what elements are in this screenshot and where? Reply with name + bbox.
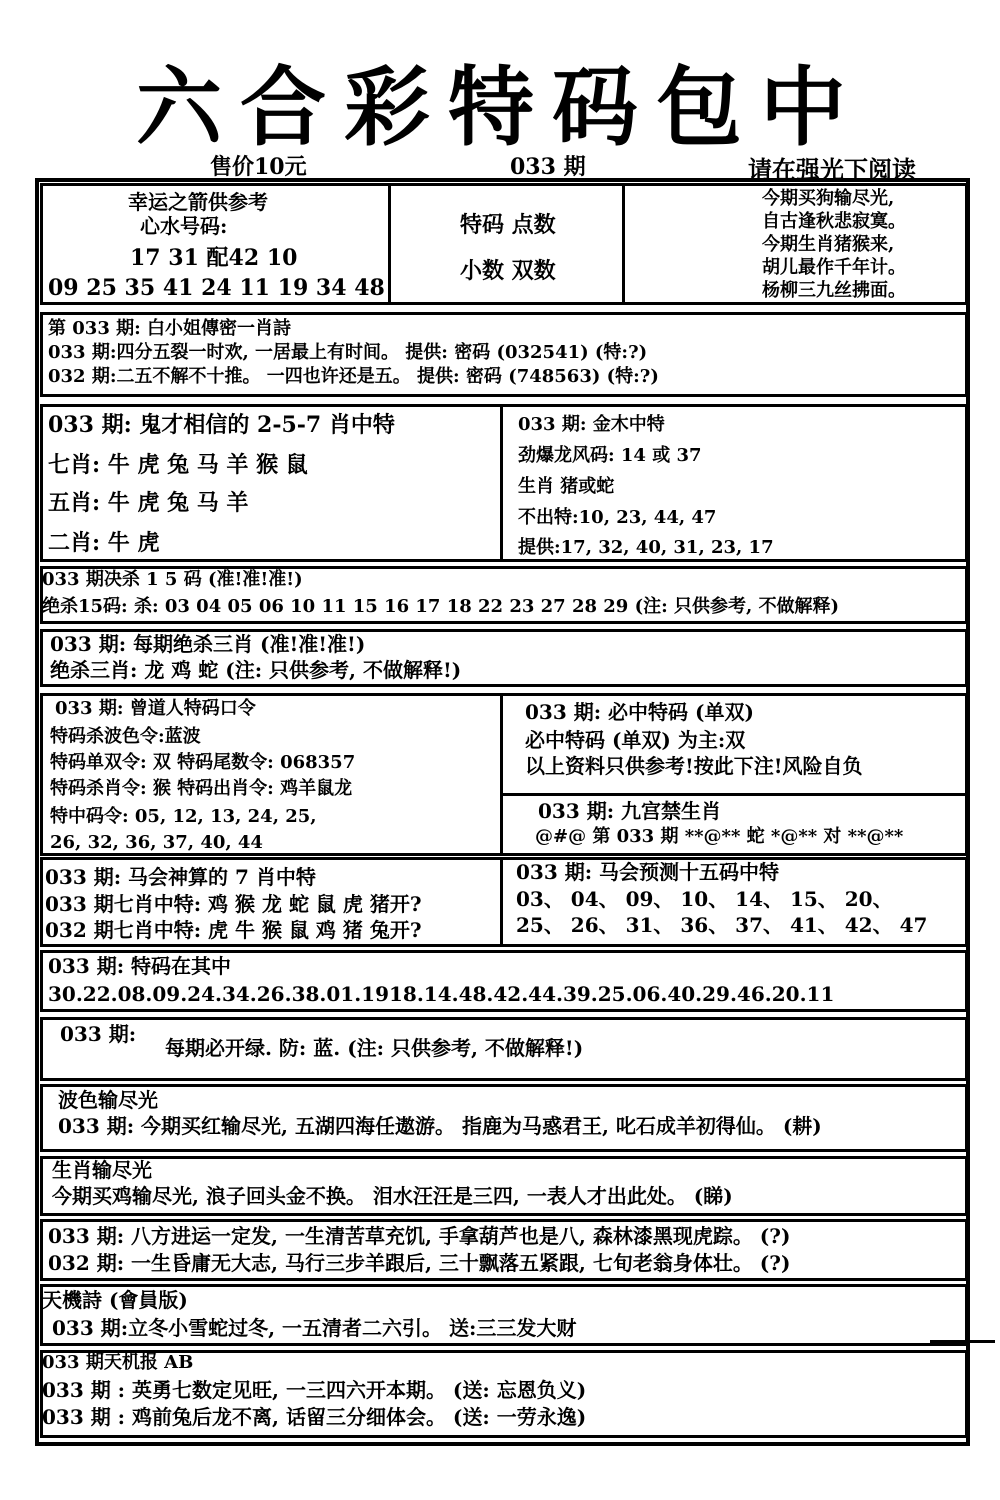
lucky-numbers: 17 31 配42 10 — [130, 245, 298, 271]
poem-line: 032 期:二五不解不十推。 一四也许还是五。 提供: 密码 (748563) (特:?) — [48, 366, 659, 387]
seven-zodiac-032: 032 期七肖中特: 虎 牛 猴 鼠 鸡 猪 兔开? — [45, 918, 422, 942]
poem-line: 033 期: 八方进运一定发, 一生清苦草充饥, 手拿葫芦也是八, 森林漆黑现虎踪。 (?) — [48, 1224, 791, 1248]
section-heading: 033 期: 特码在其中 — [48, 954, 232, 978]
poem-line: 033 期 : 英勇七数定见旺, 一三四六开本期。 (送: 忘恩负义) — [42, 1378, 587, 1402]
section-heading: 033 期: — [60, 1022, 137, 1046]
section-heading: 033 期: 必中特码 (单双) — [525, 700, 754, 724]
provided-numbers: 提供:17, 32, 40, 31, 23, 17 — [518, 537, 774, 558]
section-heading: 033 期: 每期绝杀三肖 (准!准!准!) — [50, 632, 366, 656]
poem-line: 033 期:四分五裂一时欢, 一居最上有时间。 提供: 密码 (032541) (特:?) — [48, 342, 648, 363]
lucky-heading: 幸运之箭供参考 — [128, 190, 268, 214]
edge-mark — [930, 1340, 995, 1343]
section-heading: 第 033 期: 白小姐傳密一肖詩 — [48, 318, 292, 339]
command-line: 特中码令: 05, 12, 13, 24, 25, — [50, 806, 317, 827]
hot-numbers: 劲爆龙风码: 14 或 37 — [518, 445, 702, 466]
issue-label: 033 期 — [510, 154, 586, 180]
kill-zodiac: 绝杀三肖: 龙 鸡 蛇 (注: 只供参考, 不做解释!) — [50, 658, 462, 682]
divider — [388, 186, 391, 302]
poem-line: 今期买鸡输尽光, 浪子回头金不换。 泪水汪汪是三四, 一表人才出此处。 (睇) — [52, 1184, 733, 1208]
lucky-numbers-row: 09 25 35 41 24 11 19 34 48 — [48, 275, 385, 301]
poem-line: 胡儿最作千年计。 — [762, 257, 906, 278]
poem-line: 033 期 : 鸡前兔后龙不离, 话留三分细体会。 (送: 一劳永逸) — [42, 1405, 587, 1429]
command-line: 特码单双令: 双 特码尾数令: 068357 — [50, 752, 356, 773]
zodiac-pick: 生肖 猪或蛇 — [518, 476, 615, 497]
kill-numbers: 绝杀15码: 杀: 03 04 05 06 10 11 15 16 17 18 22 23 27 28 29 (注: 只供参考, 不做解释) — [42, 596, 840, 617]
section-heading: 033 期: 鬼才相信的 2-5-7 肖中特 — [48, 412, 395, 438]
section-heading: 033 期: 马会预测十五码中特 — [516, 860, 780, 884]
two-zodiac: 二肖: 牛 虎 — [48, 530, 160, 556]
code-list: 30.22.08.09.24.34.26.38.01.1918.14.48.42.44.39.25.06.40.29.46.20.11 — [48, 982, 835, 1006]
fifteen-codes: 25、 26、 31、 36、 37、 41、 42、 47 — [516, 913, 928, 937]
seven-zodiac: 七肖: 牛 虎 兔 马 羊 猴 鼠 — [48, 452, 308, 478]
divider — [500, 407, 503, 559]
command-line: 26, 32, 36, 37, 40, 44 — [50, 832, 263, 853]
poem-line: 033 期: 今期买红输尽光, 五湖四海任遨游。 指鹿为马惑君王, 叱石成羊初得仙。 (耕) — [58, 1114, 822, 1138]
section-heading: 波色输尽光 — [58, 1088, 158, 1112]
lucky-subheading: 心水号码: — [140, 214, 228, 238]
section-heading: 天機詩 (會員版) — [42, 1288, 188, 1312]
special-code: 特码 点数 — [460, 212, 556, 238]
section-heading: 生肖输尽光 — [52, 1158, 152, 1182]
divider — [503, 793, 965, 796]
section-heading: 033 期: 九宫禁生肖 — [538, 799, 722, 823]
section-heading: 033 期决杀 1 5 码 (准!准!准!) — [42, 569, 303, 590]
command-line: 特码杀波色令:蓝波 — [50, 726, 201, 747]
color-pick: 每期必开绿. 防: 蓝. (注: 只供参考, 不做解释!) — [165, 1036, 584, 1060]
poem-line: 杨柳三九丝拂面。 — [762, 280, 906, 301]
section-heading: 033 期: 金木中特 — [518, 414, 665, 435]
poem-line: 今期生肖猪猴来, — [762, 234, 895, 255]
divider — [622, 186, 625, 302]
special-parity: 小数 双数 — [460, 258, 556, 284]
poem-line: 今期买狗输尽光, — [762, 188, 895, 209]
section-heading: 033 期天机报 AB — [42, 1352, 194, 1373]
poem-line: 033 期:立冬小雪蛇过冬, 一五清者二六引。 送:三三发大财 — [52, 1316, 577, 1340]
divider — [500, 860, 503, 944]
disclaimer-line: 以上资料只供参考!按此下注!风险自负 — [525, 754, 863, 778]
poem-line: 032 期: 一生昏庸无大志, 马行三步羊跟后, 三十飘落五紧跟, 七旬老翁身体壮。 (?) — [48, 1251, 791, 1275]
section-heading: 033 期: 马会神算的 7 肖中特 — [45, 865, 316, 889]
poem-line: 自古逢秋悲寂寞。 — [762, 211, 906, 232]
divider — [500, 696, 503, 853]
must-win-line: 必中特码 (单双) 为主:双 — [525, 728, 746, 752]
command-line: 特码杀肖令: 猴 特码出肖令: 鸡羊鼠龙 — [50, 778, 353, 799]
section-heading: 033 期: 曾道人特码口令 — [55, 698, 256, 719]
forbidden-zodiac: @#@ 第 033 期 **@** 蛇 *@** 对 **@** — [535, 826, 904, 847]
price-label: 售价10元 — [210, 154, 307, 180]
seven-zodiac-033: 033 期七肖中特: 鸡 猴 龙 蛇 鼠 虎 猪开? — [45, 892, 422, 916]
fifteen-codes: 03、 04、 09、 10、 14、 15、 20、 — [516, 887, 893, 911]
page-title: 六合彩特码包中 — [136, 57, 864, 158]
five-zodiac: 五肖: 牛 虎 兔 马 羊 — [48, 490, 249, 516]
excluded-numbers: 不出特:10, 23, 44, 47 — [518, 507, 717, 528]
reading-note: 请在强光下阅读 — [748, 155, 916, 184]
